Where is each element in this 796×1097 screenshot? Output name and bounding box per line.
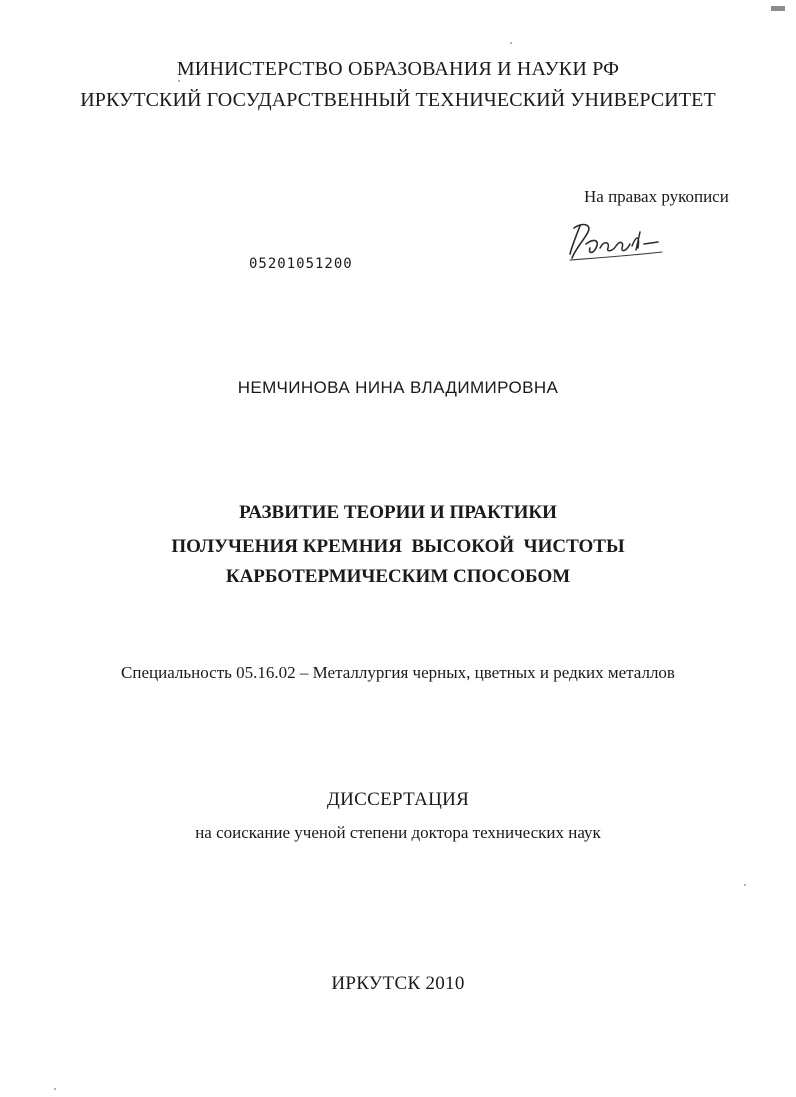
scan-speck — [178, 80, 180, 82]
dissertation-title-line-1: РАЗВИТИЕ ТЕОРИИ И ПРАКТИКИ — [239, 502, 557, 523]
city-year: ИРКУТСК 2010 — [331, 973, 465, 994]
scan-speck — [54, 1088, 56, 1090]
dissertation-title-line-2: ПОЛУЧЕНИЯ КРЕМНИЯ ВЫСОКОЙ ЧИСТОТЫ — [171, 536, 625, 557]
registration-code: 05201051200 — [249, 256, 353, 272]
specialty-line: Специальность 05.16.02 – Металлургия черных, цветных и редких металлов — [121, 663, 675, 682]
scan-speck — [510, 42, 512, 44]
dissertation-title-line-3: КАРБОТЕРМИЧЕСКИМ СПОСОБОМ — [225, 566, 571, 587]
document-type: ДИССЕРТАЦИЯ — [326, 789, 470, 810]
university-heading: ИРКУТСКИЙ ГОСУДАРСТВЕННЫЙ ТЕХНИЧЕСКИЙ УНИВЕРСИТЕТ — [80, 89, 716, 111]
degree-line: на соискание ученой степени доктора технических наук — [195, 823, 601, 842]
scan-corner-mark — [771, 6, 785, 11]
handwritten-signature — [566, 218, 676, 264]
author-name: НЕМЧИНОВА НИНА ВЛАДИМИРОВНА — [237, 378, 559, 397]
scan-speck — [744, 884, 746, 886]
ministry-heading: МИНИСТЕРСТВО ОБРАЗОВАНИЯ И НАУКИ РФ — [176, 58, 620, 80]
manuscript-rights-label: На правах рукописи — [584, 187, 729, 206]
